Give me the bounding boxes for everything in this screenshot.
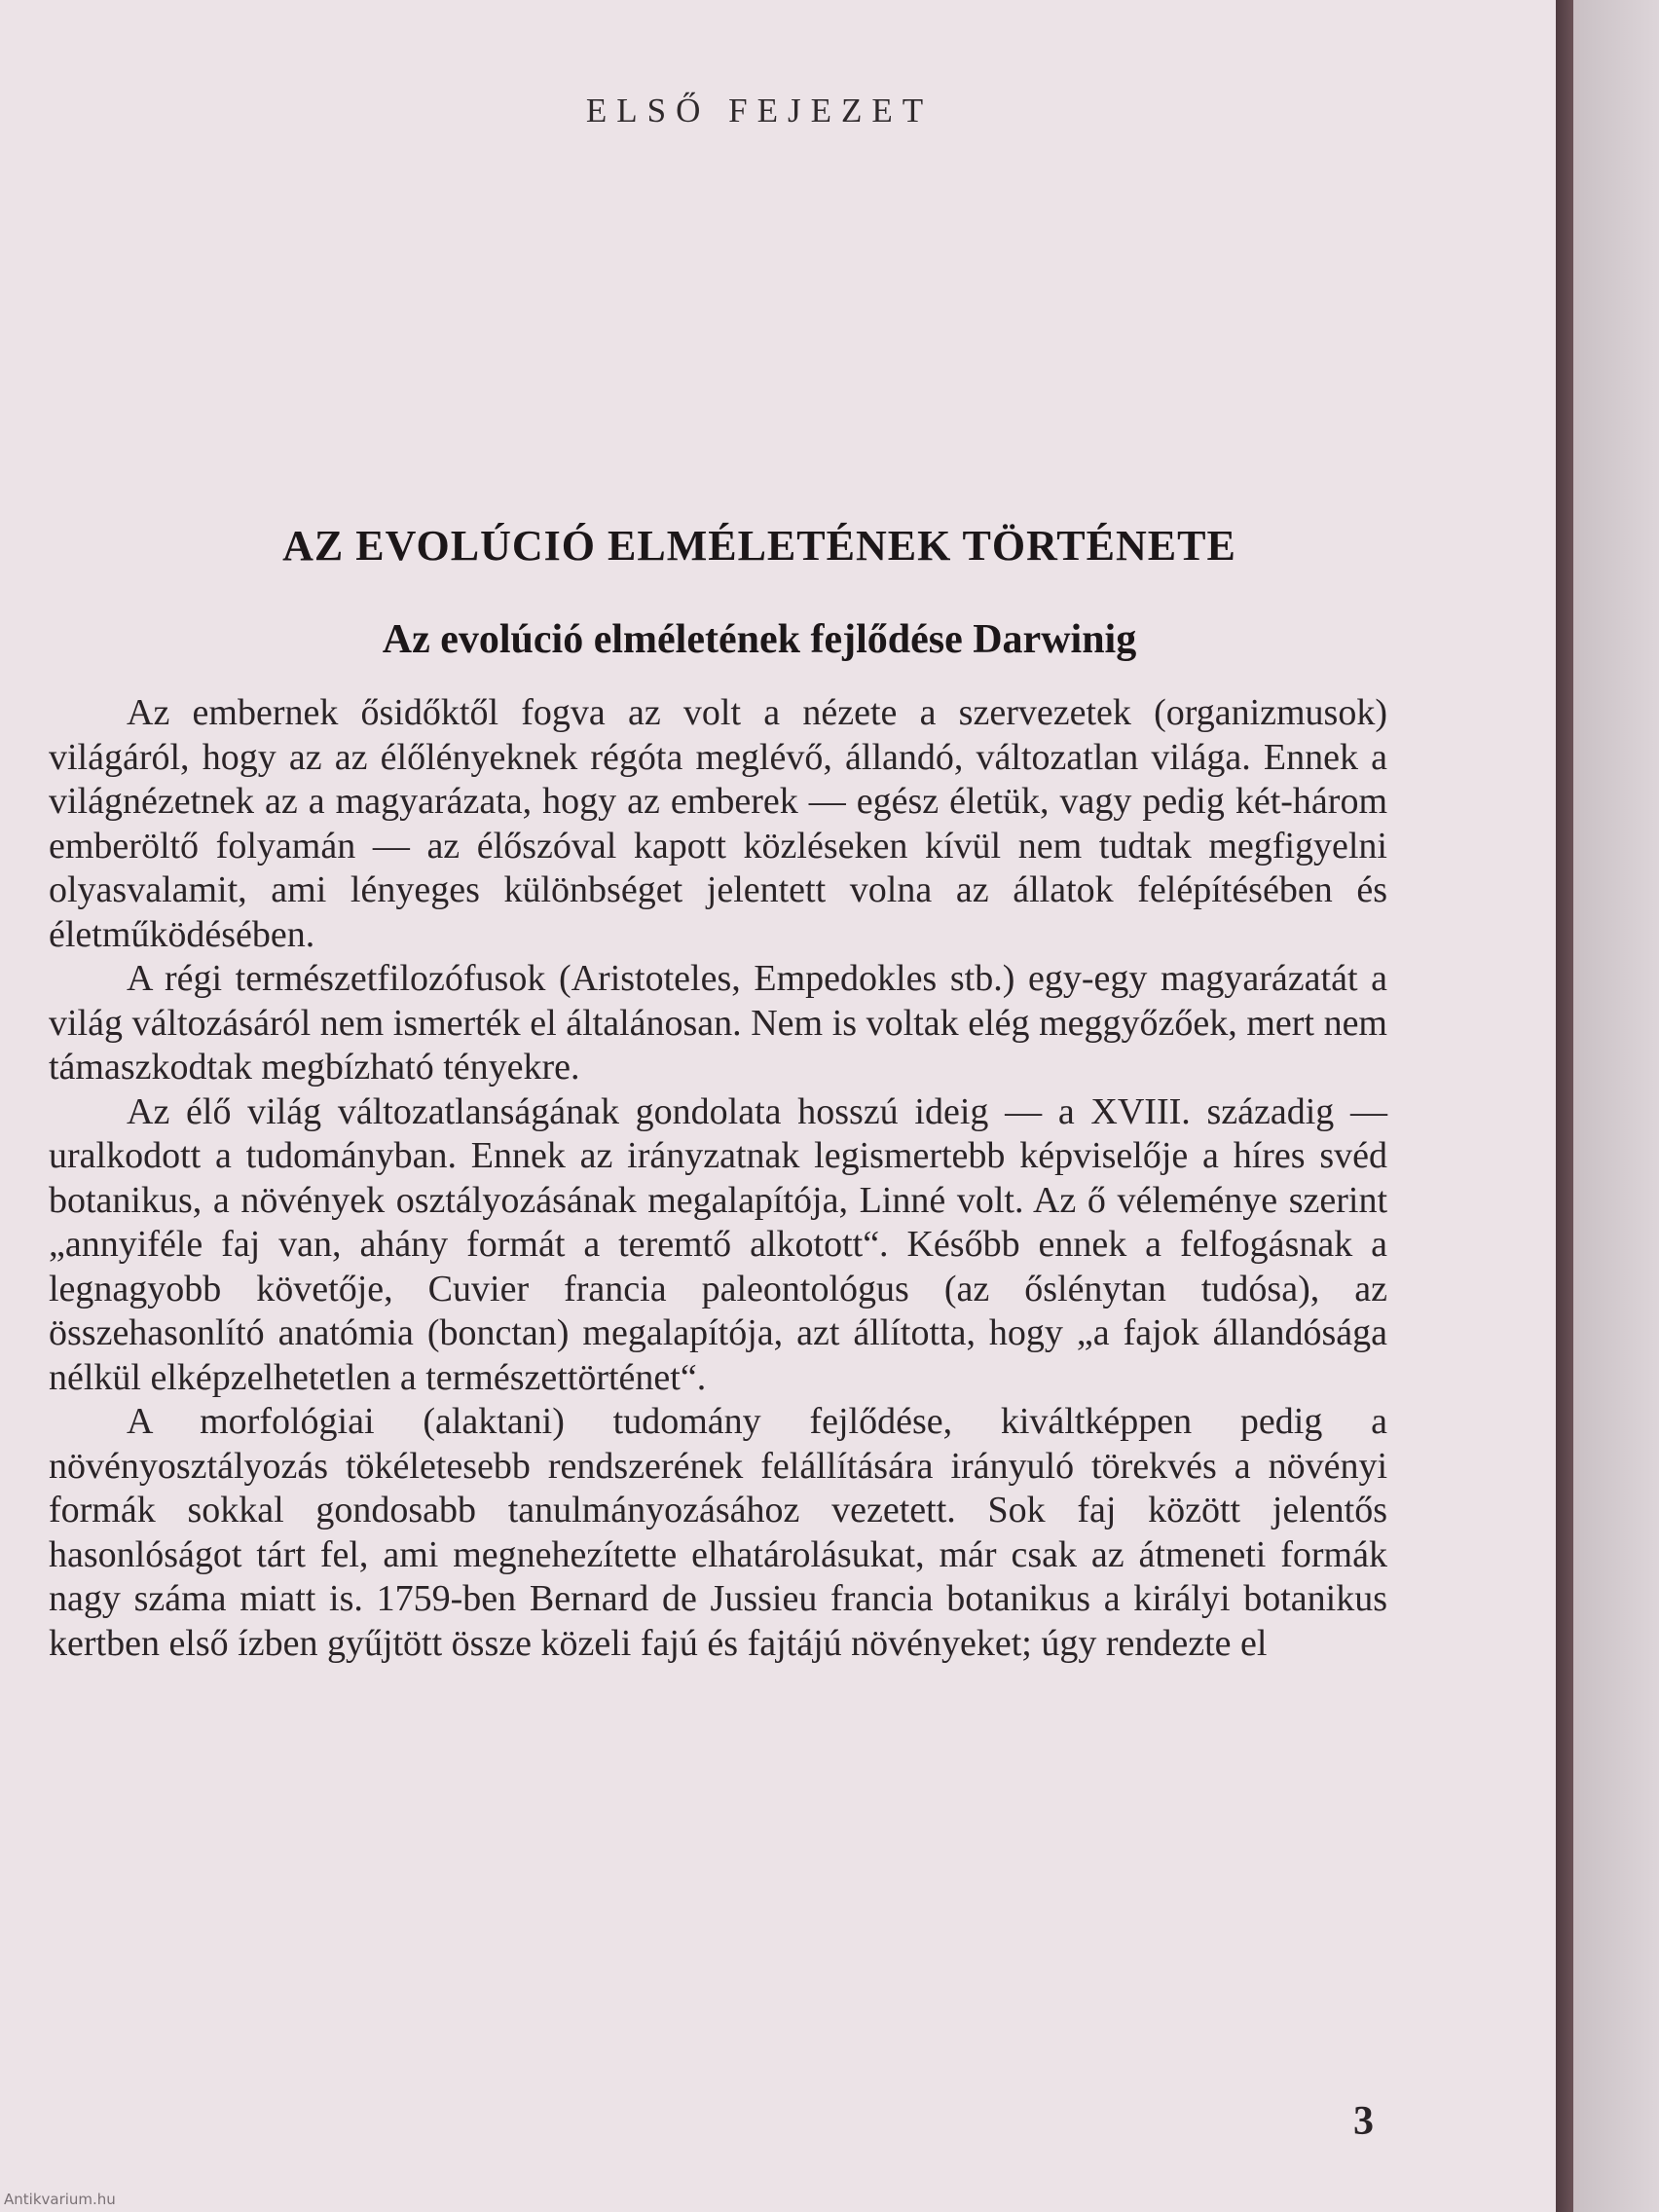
book-spine bbox=[1556, 0, 1573, 2212]
page-title: AZ EVOLÚCIÓ ELMÉLETÉNEK TÖRTÉNETE bbox=[282, 522, 1236, 570]
paragraph-3: Az élő világ változatlanságának gondolata hosszú ideig — a XVIII. századig — uralkodott a tudományban. Ennek az irányzatnak legismertebb képviselője a híres svéd botanikus, a növények osztályozásának megalapítója, Linné volt. Az ő véleménye szerint „annyiféle faj van, ahány formát a teremtő alkotott“. Később ennek a felfogásnak a legnagyobb követője, Cuvier francia paleontológus (az őslénytan tudósa), az összehasonlító anatómia (bonctan) megalapítója, azt állította, hogy „a fajok állandósága nélkül elképzelhetetlen a természettörténet“. bbox=[49, 1090, 1387, 1398]
body-text bbox=[49, 691, 1387, 1666]
book-edge bbox=[1573, 0, 1659, 2212]
paragraph-4: A morfológiai (alaktani) tudomány fejlődése, kiváltképpen pedig a növényosztályozás tökéletesebb rendszerének felállítására irányuló törekvés a növényi formák sokkal gondosabb tanulmányozásához vezetett. Sok faj között jelentős hasonlóságot tárt fel, ami megnehezítette elhatárolásukat, már csak az átmeneti formák nagy száma miatt is. 1759-ben Bernard de Jussieu francia botanikus a királyi botanikus kertben első ízben gyűjtött össze közeli fajú és fajtájú növényeket; úgy rendezte el bbox=[49, 1401, 1387, 1664]
paragraph-1: Az embernek ősidőktől fogva az volt a nézete a szervezetek (organizmusok) világáról, hogy az az élőlényeknek régóta meglévő, állandó, változatlan világa. Ennek a világnézetnek az a magyarázata, hogy az emberek — egész életük, vagy pedig két-három emberöltő folyamán — az élőszóval kapott közléseken kívül nem tudtak megfigyelni olyasvalamit, ami lényeges különbséget jelentett volna az állatok felépítésében és életműködésében. bbox=[49, 692, 1387, 955]
page-number: 3 bbox=[1353, 2099, 1374, 2144]
chapter-label: ELSŐ FEJEZET bbox=[585, 92, 934, 129]
paragraph-2: A régi természetfilozófusok (Aristoteles, Empedokles stb.) egy-egy magyarázatát a világ változásáról nem ismerték el általánosan. Nem is voltak elég meggyőzőek, mert nem támaszkodtak megbízható tényekre. bbox=[49, 958, 1387, 1088]
section-subtitle: Az evolúció elméletének fejlődése Darwinig bbox=[382, 617, 1137, 662]
watermark: Antikvarium.hu bbox=[4, 2191, 116, 2208]
